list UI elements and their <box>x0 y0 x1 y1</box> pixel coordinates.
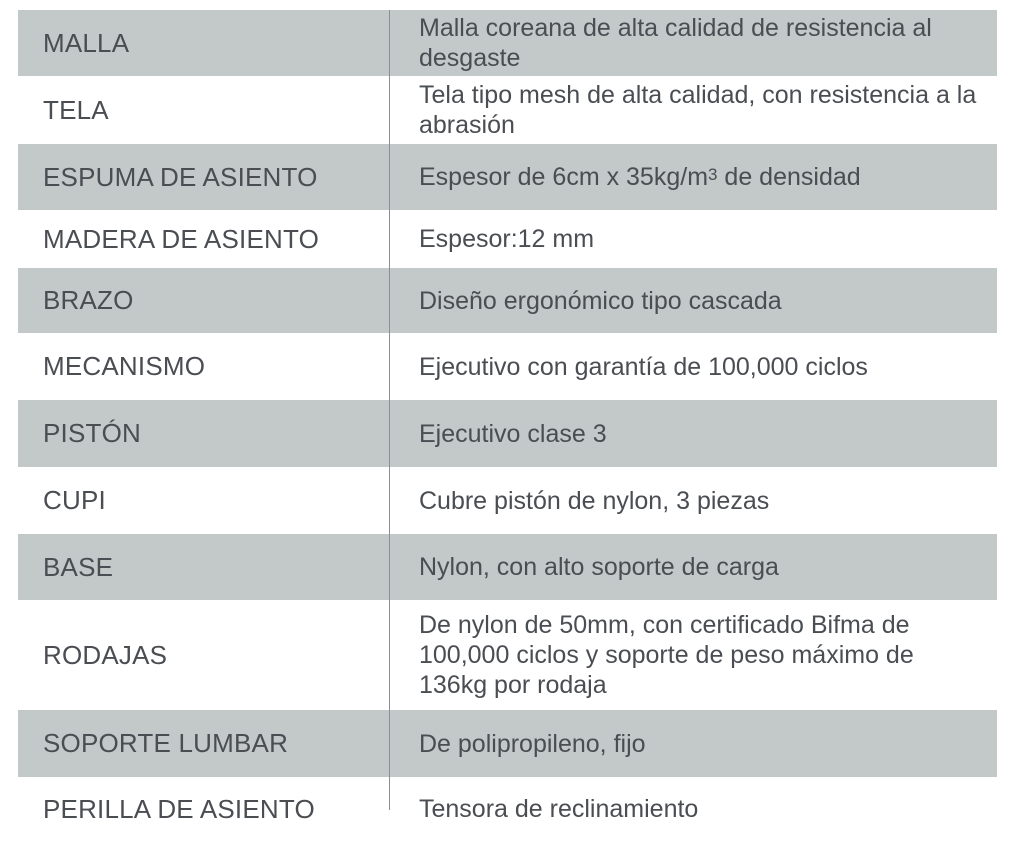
table-row <box>18 600 997 710</box>
table-row <box>18 210 997 268</box>
spec-value: Cubre pistón de nylon, 3 piezas <box>419 486 770 515</box>
table-row <box>18 400 997 467</box>
spec-key: TELA <box>43 94 109 125</box>
spec-key: MADERA DE ASIENTO <box>43 223 319 254</box>
table-row <box>18 10 997 76</box>
spec-value-text: Espesor de 6cm x 35kg/m <box>419 163 709 191</box>
table-row <box>18 144 997 210</box>
table-row <box>18 333 997 400</box>
spec-value: Malla coreana de alta calidad de resistencia al desgaste <box>419 14 932 72</box>
spec-value: Ejecutivo con garantía de 100,000 ciclos <box>419 352 868 381</box>
table-row <box>18 76 997 144</box>
spec-key: BRAZO <box>43 285 134 315</box>
spec-value: Tensora de reclinamiento <box>419 795 699 823</box>
spec-key: SOPORTE LUMBAR <box>43 728 289 758</box>
table-row <box>18 268 997 333</box>
table-row <box>18 777 997 841</box>
spec-key: MALLA <box>43 27 130 58</box>
spec-key: ESPUMA DE ASIENTO <box>43 161 318 192</box>
spec-key: MECANISMO <box>43 351 206 381</box>
spec-value: Espesor de 6cm x 35kg/m $^3$ de densidad <box>419 163 861 191</box>
spec-value: De nylon de 50mm, con certificado Bifma de 100,000 ciclos y soporte de peso máximo de 136kg por rodaja <box>419 611 914 699</box>
spec-key: CUPI <box>43 485 106 515</box>
spec-value: De polipropileno, fijo <box>419 729 646 758</box>
spec-value: Nylon, con alto soporte de carga <box>419 553 779 581</box>
spec-key: RODAJAS <box>43 639 168 670</box>
spec-value: Diseño ergonómico tipo cascada <box>419 286 782 315</box>
table-row <box>18 467 997 534</box>
column-divider <box>389 10 390 810</box>
spec-key: PERILLA DE ASIENTO <box>43 793 315 824</box>
table-row <box>18 710 997 777</box>
table-row <box>18 534 997 600</box>
spec-key: BASE <box>43 551 114 582</box>
spec-key: PISTÓN <box>43 418 141 448</box>
spec-value: Tela tipo mesh de alta calidad, con resistencia a la abrasión <box>419 81 977 139</box>
spec-value: Ejecutivo clase 3 <box>419 419 607 448</box>
spec-value-text: de densidad <box>717 163 861 191</box>
spec-value: Espesor:12 mm <box>419 225 595 253</box>
